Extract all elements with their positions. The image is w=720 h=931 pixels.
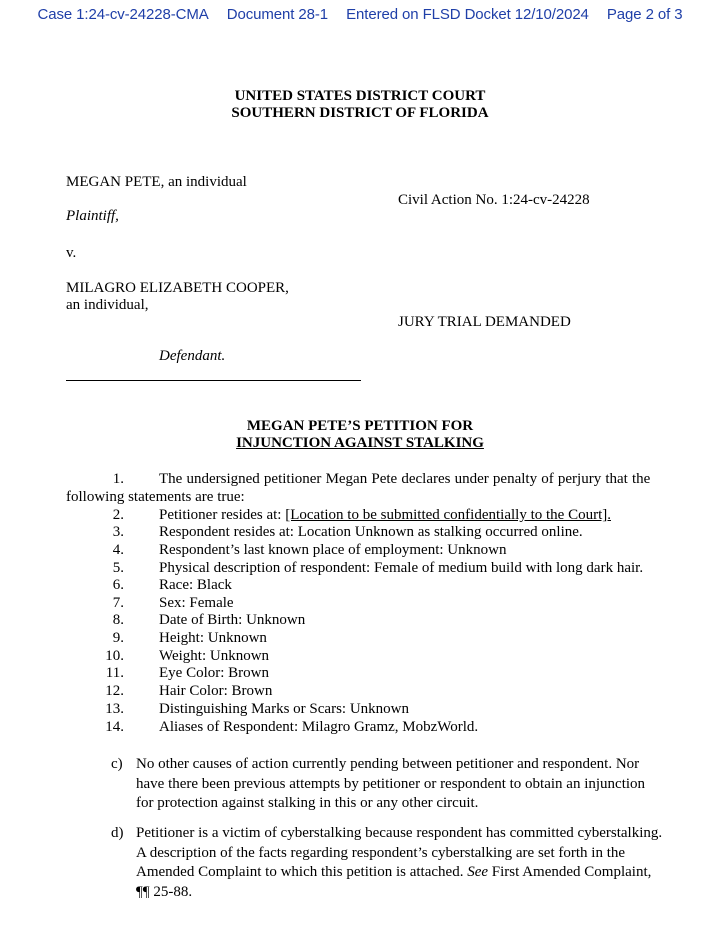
docket-entry: Entered on FLSD Docket 12/10/2024 <box>346 6 589 23</box>
list-item <box>159 507 611 524</box>
docket-header <box>0 6 720 23</box>
list-item-text: Aliases of Respondent: Milagro Gramz, MobzWorld. <box>159 719 479 735</box>
court-district: SOUTHERN DISTRICT OF FLORIDA <box>231 105 489 121</box>
list-item-number: 7. <box>112 595 124 611</box>
intro-number: 1. <box>112 471 124 487</box>
case-number: Case 1:24-cv-24228-CMA <box>37 6 209 23</box>
petition-subtitle: INJUNCTION AGAINST STALKING <box>236 435 484 451</box>
intro-line: following statements are true: <box>66 489 245 505</box>
list-item-text: Eye Color: Brown <box>159 665 269 681</box>
list-item-text: Weight: Unknown <box>159 648 270 664</box>
list-item-text: Petitioner resides at: <box>159 507 286 523</box>
plaintiff-name: MEGAN PETE, an individual <box>66 174 247 190</box>
list-item-text: Height: Unknown <box>159 630 267 646</box>
paragraph-c-line: have there been previous attempts by petitioner or respondent to obtain an injunction <box>136 775 646 792</box>
list-item-number: 3. <box>112 524 124 540</box>
list-item-text: Respondent’s last known place of employment: Unknown <box>159 542 507 558</box>
paragraph-c <box>136 755 668 814</box>
defendant-name: MILAGRO ELIZABETH COOPER, <box>66 280 289 296</box>
paragraph-letter-d: d) <box>111 825 124 841</box>
list-item-number: 2. <box>112 507 124 523</box>
paragraph-d-line: A description of the facts regarding respondent’s cyberstalking are set forth in the <box>136 844 626 861</box>
list-item-number: 9. <box>112 630 124 646</box>
defendant-description: an individual, <box>66 297 149 313</box>
versus: v. <box>66 245 77 261</box>
list-item-text: Distinguishing Marks or Scars: Unknown <box>159 701 409 717</box>
list-item-text: Date of Birth: Unknown <box>159 612 306 628</box>
jury-demand: JURY TRIAL DEMANDED <box>398 314 571 330</box>
caption-divider <box>66 380 361 381</box>
paragraph-d-line: Amended Complaint to which this petition is attached. See First Amended Complaint, <box>136 864 652 880</box>
list-item-text: Respondent resides at: Location Unknown as stalking occurred online. <box>159 524 583 540</box>
list-item-number: 11. <box>105 665 124 681</box>
plaintiff-role: Plaintiff, <box>66 208 119 224</box>
list-item-number: 10. <box>105 648 124 664</box>
location-redacted-note: [Location to be submitted confidentially to the Court]. <box>285 507 611 523</box>
intro-line: The undersigned petitioner Megan Pete declares under penalty of perjury that the <box>159 471 651 487</box>
list-item-number: 14. <box>105 719 124 735</box>
citation-signal: See <box>467 864 489 880</box>
paragraph-c-line: for protection against stalking in this or any other circuit. <box>136 795 479 811</box>
paragraph-letter-c: c) <box>111 756 123 772</box>
paragraph-d-line: Petitioner is a victim of cyberstalking because respondent has committed cyberstalking. <box>136 825 663 841</box>
petition-title: MEGAN PETE’S PETITION FOR <box>246 418 474 434</box>
list-item-number: 5. <box>112 560 124 576</box>
page-number: Page 2 of 3 <box>606 6 683 23</box>
document-number: Document 28-1 <box>226 6 329 23</box>
paragraph-c-line: No other causes of action currently pending between petitioner and respondent. Nor <box>136 756 640 772</box>
list-item-text: Physical description of respondent: Female of medium build with long dark hair. <box>159 560 644 576</box>
paragraph-d-line: ¶¶ 25-88. <box>136 883 193 900</box>
list-item-number: 4. <box>112 542 124 558</box>
list-item-number: 12. <box>105 683 124 699</box>
paragraph-d <box>136 824 668 902</box>
list-item-text: Sex: Female <box>159 595 234 611</box>
list-item-number: 13. <box>105 701 124 717</box>
list-item-number: 6. <box>112 577 124 593</box>
defendant-role: Defendant. <box>159 348 226 364</box>
list-item-number: 8. <box>112 612 124 628</box>
civil-action-number: Civil Action No. 1:24-cv-24228 <box>398 192 590 208</box>
list-item-text: Race: Black <box>159 577 232 593</box>
court-name: UNITED STATES DISTRICT COURT <box>234 88 486 104</box>
list-item-text: Hair Color: Brown <box>159 683 273 699</box>
